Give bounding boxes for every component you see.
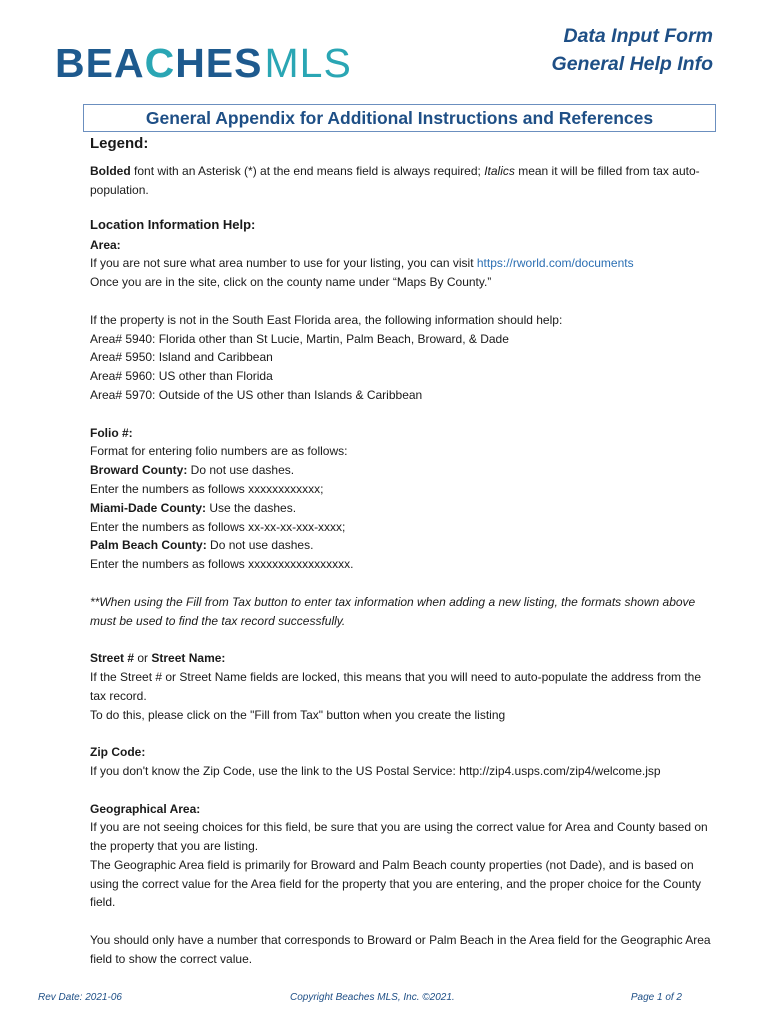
geo-text-3: You should only have a number that corresponds to Broward or Palm Beach in the Area field for the Geographic Area field to show the correct value.	[90, 933, 711, 966]
fill-from-tax-note: **When using the Fill from Tax button to enter tax information when adding a new listing, the formats shown above must be used to find the tax record successfully.	[90, 594, 696, 628]
street-text-1: If the Street # or Street Name fields are locked, this means that you will need to auto-populate the address from the tax record.	[90, 669, 701, 703]
form-title-line2: General Help Info	[551, 53, 713, 75]
beaches-mls-logo	[55, 40, 352, 84]
rev-date: Rev Date: 2021-06	[38, 992, 122, 1003]
palm-format: Enter the numbers as follows xxxxxxxxxxxxxxxxx.	[90, 557, 354, 572]
area-text: If you are not sure what area number to use for your listing, you can visit https://rworld.com/documents	[90, 256, 634, 271]
area-text-2: Once you are in the site, click on the county name under “Maps By County.”	[90, 275, 492, 290]
folio-label: Folio #:	[90, 425, 133, 440]
appendix-title: General Appendix for Additional Instructions and References	[83, 104, 716, 132]
street-text-2: To do this, please click on the "Fill from Tax" button when you create the listing	[90, 707, 506, 722]
area-code-line: Area# 5940: Florida other than St Lucie, Martin, Palm Beach, Broward, & Dade	[90, 331, 509, 346]
legend-title: Legend:	[90, 135, 149, 152]
zip-text: If you don't know the Zip Code, use the link to the US Postal Service: http://zip4.usps.com/zip4/welcome.jsp	[90, 763, 661, 778]
area-code-line: Area# 5960: US other than Florida	[90, 369, 273, 384]
form-title	[552, 22, 713, 78]
rworld-documents-link[interactable]: https://rworld.com/documents	[476, 256, 634, 271]
area-code-line: Area# 5950: Island and Caribbean	[90, 350, 273, 365]
broward-rule: Broward County: Do not use dashes.	[90, 463, 295, 478]
se-florida-text: If the property is not in the South East Florida area, the following information should help:	[90, 312, 563, 327]
location-help-title: Location Information Help:	[90, 216, 256, 232]
zip-label: Zip Code:	[90, 745, 146, 760]
page-number: Page 1 of 2	[630, 992, 682, 1003]
palm-rule: Palm Beach County: Do not use dashes.	[90, 538, 314, 553]
folio-intro: Format for entering folio numbers are as follows:	[90, 444, 348, 459]
geo-text-1: If you are not seeing choices for this field, be sure that you are using the correct value for Area and County based on the property that you are listing.	[90, 820, 708, 854]
street-label: Street # or Street Name:	[90, 651, 226, 666]
geo-text-2: The Geographic Area field is primarily for Broward and Palm Beach county properties (not Dade), and is based on using the correct value for the Area field for the property that you are entering, and the proper choice for the County field.	[90, 857, 702, 910]
form-title-line1: Data Input Form	[563, 25, 713, 47]
broward-format: Enter the numbers as follows xxxxxxxxxxxx;	[90, 481, 324, 496]
area-label: Area:	[90, 237, 121, 252]
document-body	[90, 134, 720, 969]
miami-format: Enter the numbers as follows xx-xx-xx-xxx-xxxx;	[90, 519, 346, 534]
logo-beaches-text: BEACHES	[55, 40, 263, 86]
logo-mls-text: MLS	[264, 40, 352, 86]
geo-label: Geographical Area:	[90, 801, 201, 816]
area-code-line: Area# 5970: Outside of the US other than Islands & Caribbean	[90, 387, 423, 402]
miami-rule: Miami-Dade County: Use the dashes.	[90, 500, 297, 515]
legend-text: Bolded font with an Asterisk (*) at the end means field is always required; Italics mean it will be filled from tax auto-population.	[90, 164, 700, 197]
copyright: Copyright Beaches MLS, Inc. ©2021.	[290, 992, 455, 1003]
